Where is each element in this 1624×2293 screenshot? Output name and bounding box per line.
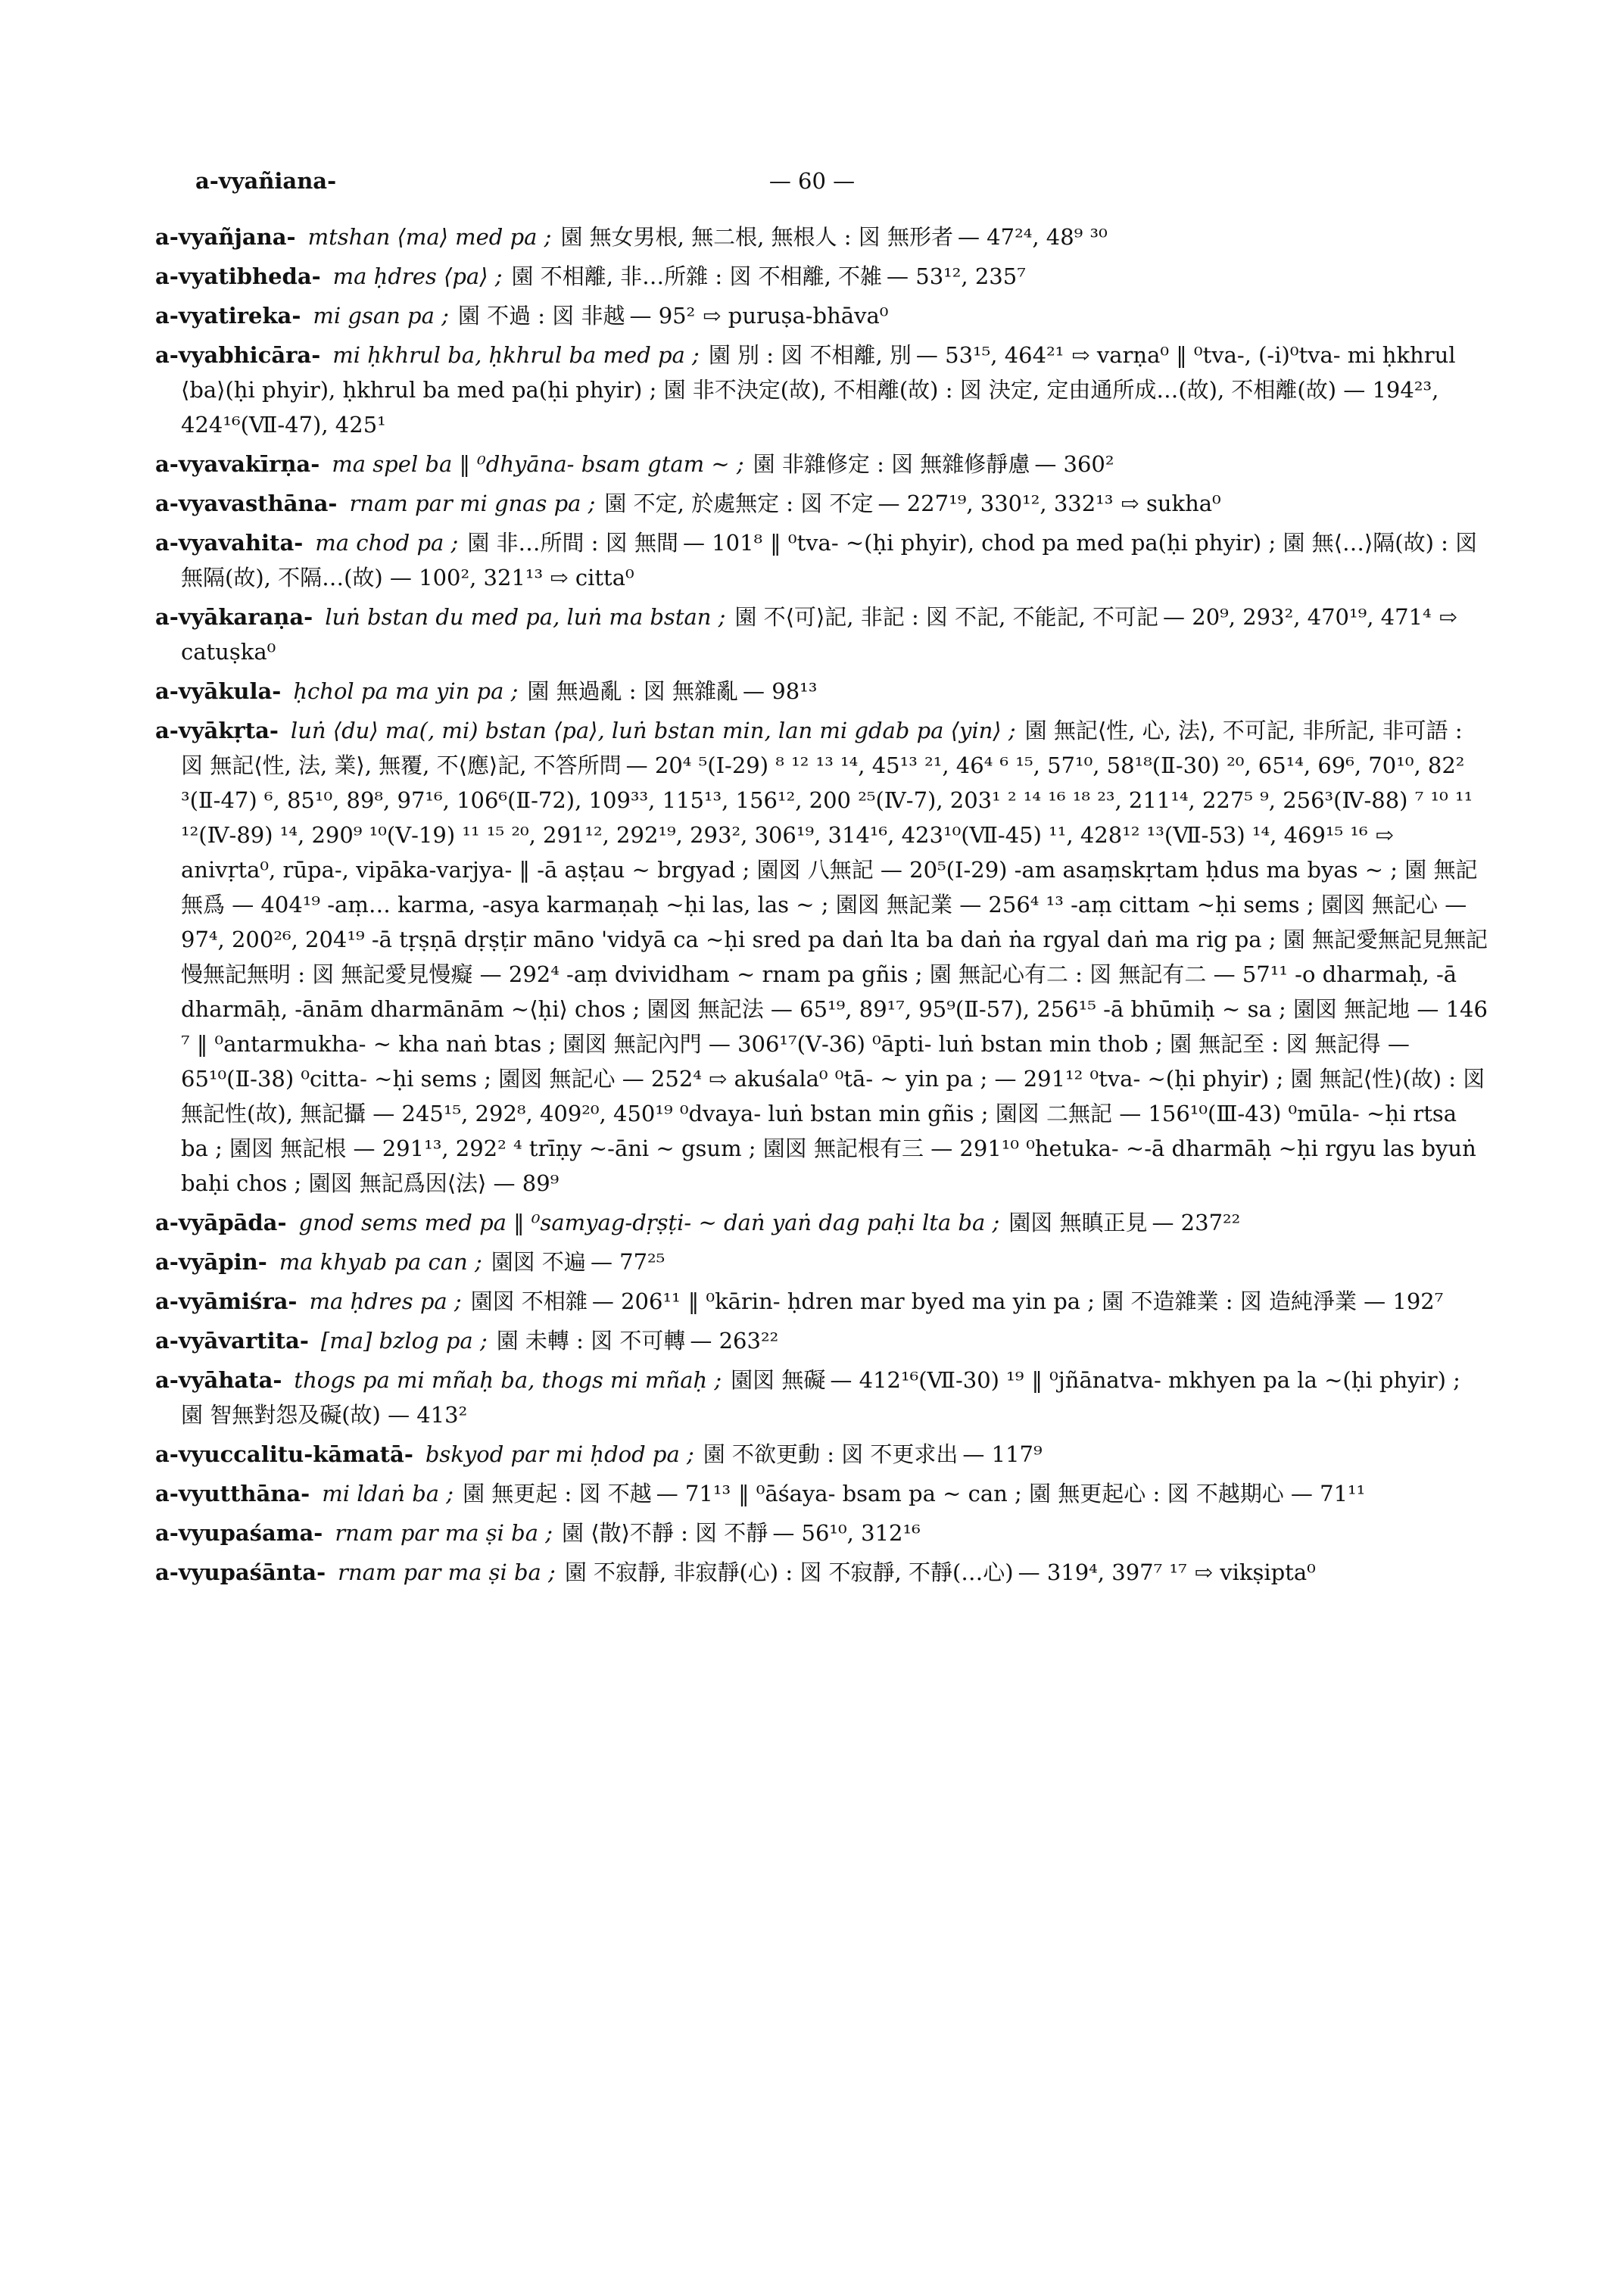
headword: a-vyupaśama- — [155, 1520, 323, 1546]
dictionary-entry — [155, 298, 1488, 333]
headword: a-vyuccalitu-kāmatā- — [155, 1441, 413, 1467]
tibetan-equivalent: gnod sems med pa ‖ ⁰samyag-dṛṣṭi- ~ daṅ yaṅ dag paḥi lta ba ; — [298, 1210, 1000, 1235]
cross-reference: ⇨ varṇa⁰ ‖ ⁰tva-, (-i)⁰tva- mi ḥkhrul ⟨ba⟩(ḥi phyir), ḥkhrul ba med pa(ḥi phyir) ; 園 非不決定(故), 不相離(故) : 図 決定, 定由通所成…(故), 不相離(故) — 194²³, 424¹⁶(Ⅶ-47), 425¹ — [181, 342, 1456, 438]
page-reference: — 360² — [1034, 451, 1114, 477]
headword: a-vyutthāna- — [155, 1481, 310, 1506]
page-reference: — 263²² — [690, 1328, 779, 1354]
tibetan-equivalent: ma ḥdres pa ; — [309, 1288, 462, 1314]
dictionary-entry — [155, 1245, 1488, 1279]
page-reference: — 47²⁴, 48⁹ ³⁰ — [957, 224, 1108, 250]
page-reference: — 237²² — [1152, 1210, 1241, 1235]
chinese-equivalent: 園 無過亂 : 図 無雜亂 — [527, 678, 739, 704]
dictionary-entry — [155, 447, 1488, 481]
tibetan-equivalent: ma spel ba ‖ ⁰dhyāna- bsam gtam ~ ; — [332, 451, 744, 477]
page-header — [195, 168, 1429, 198]
page-reference: — 117⁹ — [962, 1441, 1043, 1467]
dictionary-entry — [155, 674, 1488, 709]
entries-list — [155, 220, 1488, 1594]
dictionary-entry — [155, 1555, 1488, 1590]
chinese-equivalent: 園 無記⟨性, 心, 法⟩, 不可記, 非所記, 非可語 : 図 無記⟨性, 法, 業⟩, 無覆, 不⟨應⟩記, 不答所問 — [181, 718, 1463, 778]
headword: a-vyatireka- — [155, 303, 301, 329]
headword: a-vyāmiśra- — [155, 1288, 298, 1314]
dictionary-entry — [155, 338, 1488, 442]
page-reference: — 319⁴, 397⁷ ¹⁷ — [1018, 1559, 1187, 1585]
page-reference: — 227¹⁹, 330¹², 332¹³ — [877, 491, 1114, 516]
tibetan-equivalent: luṅ bstan du med pa, luṅ ma bstan ; — [325, 604, 726, 630]
headword: a-vyavasthāna- — [155, 491, 338, 516]
dictionary-entry — [155, 1437, 1488, 1472]
chinese-equivalent: 園図 無礙 — [731, 1367, 826, 1393]
headword: a-vyākṛta- — [155, 718, 279, 743]
tibetan-equivalent: thogs pa mi mñaḥ ba, thogs mi mñaḥ ; — [294, 1367, 722, 1393]
headword: a-vyāpin- — [155, 1249, 267, 1275]
tibetan-equivalent: rnam par ma ṣi ba ; — [335, 1520, 553, 1546]
tibetan-equivalent: rnam par mi gnas pa ; — [349, 491, 596, 516]
tibetan-equivalent: mi ḥkhrul ba, ḥkhrul ba med pa ; — [332, 342, 700, 368]
chinese-equivalent: 園 不相離, 非…所雜 : 図 不相離, 不雑 — [511, 263, 883, 289]
chinese-equivalent: 園 非雜修定 : 図 無雜修靜慮 — [753, 451, 1030, 477]
headword: a-vyāpāda- — [155, 1210, 287, 1235]
tibetan-equivalent: rnam par ma ṣi ba ; — [338, 1559, 556, 1585]
page-reference: — 101⁸ — [682, 530, 763, 556]
tibetan-equivalent: [ma] bzlog pa ; — [320, 1328, 488, 1354]
tibetan-equivalent: mi ldaṅ ba ; — [322, 1481, 454, 1506]
page-reference: — 53¹⁵, 464²¹ — [915, 342, 1064, 368]
chinese-equivalent: 園 不過 : 図 非越 — [457, 303, 625, 329]
page-reference: — 95² — [629, 303, 696, 329]
tibetan-equivalent: mi gsan pa ; — [313, 303, 449, 329]
dictionary-entry — [155, 220, 1488, 254]
headword: a-vyavahita- — [155, 530, 304, 556]
page-reference: — 77²⁵ — [590, 1249, 665, 1275]
headword: a-vyākula- — [155, 678, 282, 704]
headword: a-vyāvartita- — [155, 1328, 309, 1354]
dictionary-entry — [155, 1363, 1488, 1432]
page-reference: — 71¹³ — [656, 1481, 731, 1506]
tibetan-equivalent: ma chod pa ; — [315, 530, 459, 556]
chinese-equivalent: 園図 無瞋正見 — [1008, 1210, 1148, 1235]
cross-reference: ‖ ⁰kārin- ḥdren mar byed ma yin pa ; 園 不造雜業 : 図 造純淨業 — 192⁷ — [687, 1288, 1444, 1314]
dictionary-entry — [155, 713, 1488, 1201]
tibetan-equivalent: ma ḥdres ⟨pa⟩ ; — [332, 263, 503, 289]
headword: a-vyañjana- — [155, 224, 296, 250]
chinese-equivalent: 園 不欲更動 : 図 不更求出 — [703, 1441, 959, 1467]
page-reference: — 56¹⁰, 312¹⁶ — [772, 1520, 921, 1546]
dictionary-entry — [155, 1476, 1488, 1511]
page-reference: — 20⁹, 293², 470¹⁹, 471⁴ — [1163, 604, 1432, 630]
cross-reference: ‖ ⁰tva- ~(ḥi phyir), chod pa med pa(ḥi phyir) ; 園 無⟨…⟩隔(故) : 図 無隔(故), 不隔…(故) — 100², 321¹³ ⇨ citta⁰ — [181, 530, 1478, 590]
page-reference: — 412¹⁶(Ⅶ-30) ¹⁹ — [830, 1367, 1024, 1393]
page-reference: — 206¹¹ — [591, 1288, 681, 1314]
page-reference: — 20⁴ ⁵(Ⅰ-29) ⁸ ¹² ¹³ ¹⁴, 45¹³ ²¹, 46⁴ ⁶ ¹⁵, 57¹⁰, 58¹⁸(Ⅱ-30) ²⁰, 65¹⁴, 69⁶, 70¹⁰, 82² ³(Ⅱ-47) ⁶, 85¹⁰, 89⁸, 97¹⁶, 106⁶(Ⅱ-72), 109³³, 115¹³, 156¹², 200 ²⁵(Ⅳ-7), 203¹ ² ¹⁴ ¹⁶ ¹⁸ ²³, 211¹⁴, 227⁵ ⁹, 256³(Ⅳ-88) ⁷ ¹⁰ ¹¹ ¹²(Ⅳ-89) ¹⁴, 290⁹ ¹⁰(Ⅴ-19) ¹¹ ¹⁵ ²⁰, 291¹², 292¹⁹, 293², 306¹⁹, 314¹⁶, 423¹⁰(Ⅶ-45) ¹¹, 428¹² ¹³(Ⅶ-53) ¹⁴, 469¹⁵ ¹⁶ — [181, 752, 1473, 848]
headword: a-vyavakīrṇa- — [155, 451, 320, 477]
chinese-equivalent: 園 不寂靜, 非寂靜(心) : 図 不寂靜, 不靜(…心) — [564, 1559, 1014, 1585]
dictionary-entry — [155, 1284, 1488, 1319]
dictionary-entry — [155, 486, 1488, 521]
chinese-equivalent: 園 ⟨散⟩不靜 : 図 不靜 — [562, 1520, 768, 1546]
headword: a-vyatibheda- — [155, 263, 321, 289]
headword: a-vyākaraṇa- — [155, 604, 313, 630]
dictionary-entry — [155, 1516, 1488, 1550]
chinese-equivalent: 園 別 : 図 不相離, 別 — [708, 342, 912, 368]
cross-reference: ‖ ⁰āśaya- bsam pa ~ can ; 園 無更起心 : 図 不越期心 — 71¹¹ — [738, 1481, 1366, 1506]
chinese-equivalent: 園 無更起 : 図 不越 — [463, 1481, 652, 1506]
cross-reference: ⇨ anivṛta⁰, rūpa-, vipāka-varjya- ‖ -ā aṣṭau ~ brgyad ; 園図 八無記 — 20⁵(Ⅰ-29) -am asaṃskṛtam ḥdus ma byas ~ ; 園 無記無爲 — 404¹⁹ -aṃ… karma, -asya karmaṇaḥ ~ḥi las, las ~ ; 園図 無記業 — 256⁴ ¹³ -aṃ cittam ~ḥi sems ; 園図 無記心 — 97⁴, 200²⁶, 204¹⁹ -ā tṛṣṇā dṛṣṭir māno 'vidyā ca ~ḥi sred pa daṅ lta ba daṅ ṅa rgyal daṅ ma rig pa ; 園 無記愛無記見無記慢無記無明 : 図 無記愛見慢癡 — 292⁴ -aṃ dvividham ~ rnam pa gñis ; 園 無記心有二 : 図 無記有二 — 57¹¹ -o dharmaḥ, -ā dharmāḥ, -ānām dharmānām ~⟨ḥi⟩ chos ; 園図 無記法 — 65¹⁹, 89¹⁷, 95⁹(Ⅱ-57), 256¹⁵ -ā bhūmiḥ ~ sa ; 園図 無記地 — 146 ⁷ ‖ ⁰antarmukha- ~ kha naṅ btas ; 園図 無記內門 — 306¹⁷(Ⅴ-36) ⁰āpti- luṅ bstan min thob ; 園 無記至 : 図 無記得 — 65¹⁰(Ⅱ-38) ⁰citta- ~ḥi sems ; 園図 無記心 — 252⁴ ⇨ akuśala⁰ ⁰tā- ~ yin pa ; — 291¹² ⁰tva- ~(ḥi phyir) ; 園 無記⟨性⟩(故) : 図 無記性(故), 無記攝 — 245¹⁵, 292⁸, 409²⁰, 450¹⁹ ⁰dvaya- luṅ bstan min gñis ; 園図 二無記 — 156¹⁰(Ⅲ-43) ⁰mūla- ~ḥi rtsa ba ; 園図 無記根 — 291¹³, 292² ⁴ trīṇy ~-āni ~ gsum ; 園図 無記根有三 — 291¹⁰ ⁰hetuka- ~-ā dharmāḥ ~ḥi rgyu las byuṅ baḥi chos ; 園図 無記爲因⟨法⟩ — 89⁹ — [181, 822, 1488, 1196]
page-reference: — 53¹², 235⁷ — [887, 263, 1026, 289]
chinese-equivalent: 園 未轉 : 図 不可轉 — [496, 1328, 686, 1354]
dictionary-entry — [155, 525, 1488, 595]
tibetan-equivalent: mtshan ⟨ma⟩ med pa ; — [307, 224, 552, 250]
dictionary-entry — [155, 1323, 1488, 1358]
cross-reference: ‖ ⁰jñānatva- mkhyen pa la ~(ḥi phyir) ; 園 智無對怨及礙(故) — 413² — [181, 1367, 1460, 1428]
tibetan-equivalent: bskyod par mi ḥdod pa ; — [425, 1441, 694, 1467]
tibetan-equivalent: ḥchol pa ma yin pa ; — [293, 678, 519, 704]
chinese-equivalent: 園 非…所間 : 図 無間 — [467, 530, 678, 556]
chinese-equivalent: 園 不定, 於處無定 : 図 不定 — [604, 491, 874, 516]
running-head: a-vyañiana- — [195, 168, 337, 194]
chinese-equivalent: 園図 不相雜 — [470, 1288, 588, 1314]
dictionary-entry — [155, 259, 1488, 294]
chinese-equivalent: 園図 不遍 — [491, 1249, 586, 1275]
cross-reference: ⇨ sukha⁰ — [1121, 491, 1221, 516]
chinese-equivalent: 園 無女男根, 無二根, 無根人 : 図 無形者 — [560, 224, 953, 250]
chinese-equivalent: 園 不⟨可⟩記, 非記 : 図 不記, 不能記, 不可記 — [734, 604, 1159, 630]
tibetan-equivalent: ma khyab pa can ; — [279, 1249, 482, 1275]
dictionary-entry — [155, 1205, 1488, 1240]
page-number: — 60 — — [768, 168, 856, 194]
cross-reference: ⇨ puruṣa-bhāva⁰ — [703, 303, 889, 329]
page-reference: — 98¹³ — [743, 678, 818, 704]
headword: a-vyabhicāra- — [155, 342, 321, 368]
cross-reference: ⇨ catuṣka⁰ — [181, 604, 1457, 665]
cross-reference: ⇨ vikṣipta⁰ — [1194, 1559, 1316, 1585]
tibetan-equivalent: luṅ ⟨du⟩ ma(, mi) bstan ⟨pa⟩, luṅ bstan min, lan mi gdab pa ⟨yin⟩ ; — [290, 718, 1016, 743]
headword: a-vyupaśānta- — [155, 1559, 326, 1585]
dictionary-entry — [155, 600, 1488, 669]
headword: a-vyāhata- — [155, 1367, 282, 1393]
